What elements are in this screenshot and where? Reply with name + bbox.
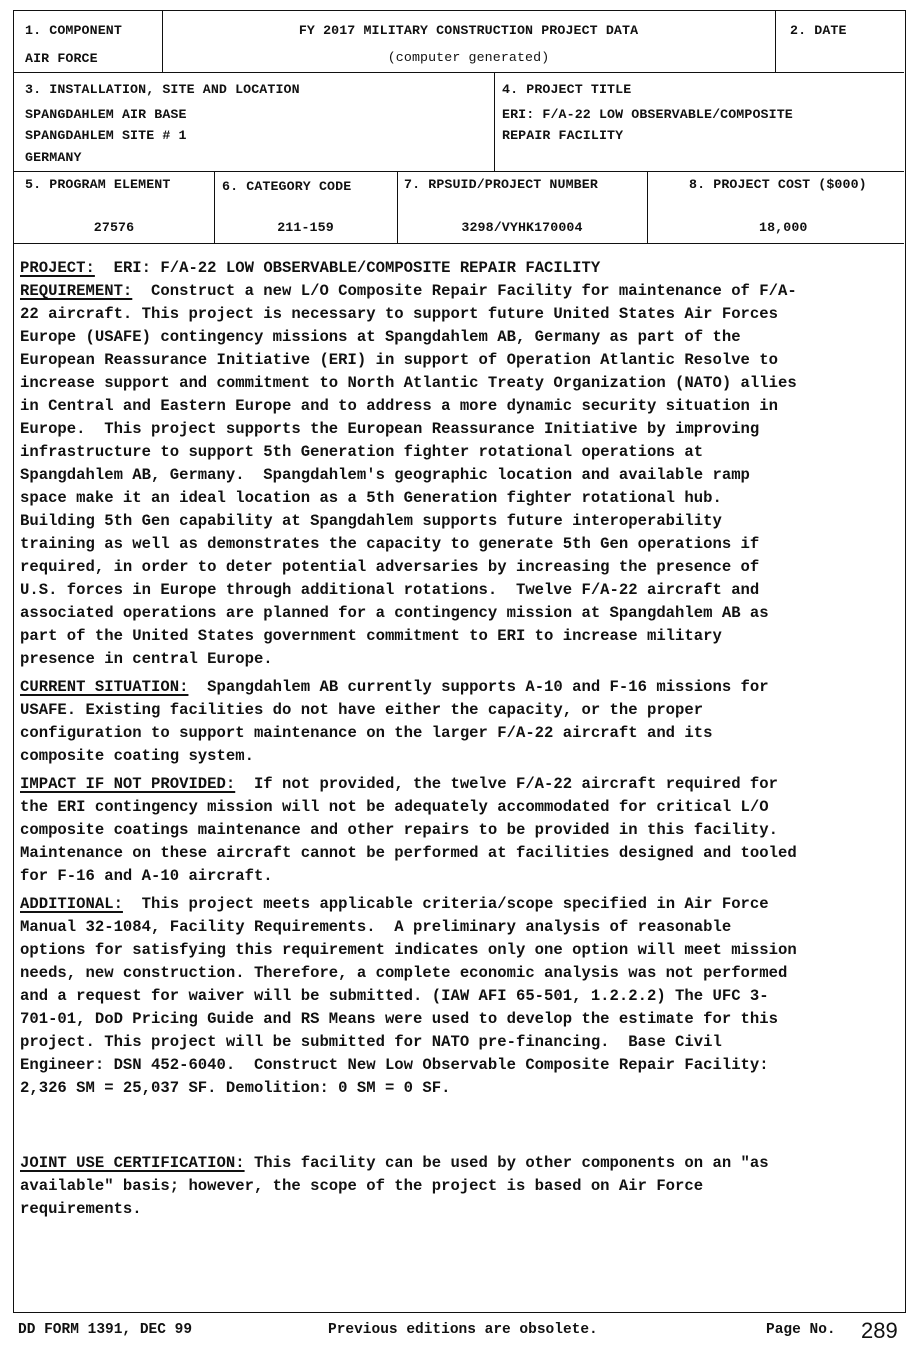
text-line	[20, 893, 900, 916]
section-joint-use-certification	[20, 1152, 900, 1221]
text-line	[20, 372, 900, 395]
section-text: Spangdahlem AB, Germany. Spangdahlem's geographic location and available ramp	[20, 466, 750, 484]
section-text: Europe (USAFE) contingency missions at Spangdahlem AB, Germany as part of the	[20, 328, 741, 346]
section-project	[20, 257, 900, 280]
location-line: GERMANY	[25, 150, 82, 165]
row-divider	[14, 72, 904, 73]
project-number-label: 7. RPSUID/PROJECT NUMBER	[404, 177, 598, 192]
text-line	[20, 676, 900, 699]
section-text: options for satisfying this requirement indicates only one option will meet mission	[20, 941, 797, 959]
section-text: the ERI contingency mission will not be adequately accommodated for critical L/O	[20, 798, 769, 816]
text-line	[20, 418, 900, 441]
text-line	[20, 510, 900, 533]
text-line	[20, 842, 900, 865]
section-text: 22 aircraft. This project is necessary to support future United States Air Forces	[20, 305, 778, 323]
section-heading: JOINT USE CERTIFICATION:	[20, 1154, 245, 1172]
section-heading: CURRENT SITUATION:	[20, 678, 189, 696]
text-line	[20, 533, 900, 556]
text-line	[20, 464, 900, 487]
text-line	[20, 280, 900, 303]
text-line	[20, 1077, 900, 1100]
section-text: USAFE. Existing facilities do not have either the capacity, or the proper	[20, 701, 704, 719]
section-heading: REQUIREMENT:	[20, 282, 133, 300]
page-number: 289	[861, 1318, 898, 1343]
column-divider	[647, 171, 648, 243]
section-impact-if-not-provided	[20, 773, 900, 888]
text-line	[20, 349, 900, 372]
section-text: training as well as demonstrates the capacity to generate 5th Gen operations if	[20, 535, 760, 553]
section-text: This project meets applicable criteria/scope specified in Air Force	[122, 895, 769, 913]
section-text: This facility can be used by other components on an "as	[244, 1154, 769, 1172]
section-text: for F-16 and A-10 aircraft.	[20, 867, 273, 885]
section-text: U.S. forces in Europe through additional rotations. Twelve F/A-22 aircraft and	[20, 581, 760, 599]
project-number-value: 3298/VYHK170004	[461, 220, 583, 235]
date-label: 2. DATE	[790, 23, 847, 38]
text-line	[20, 625, 900, 648]
text-line	[20, 916, 900, 939]
section-heading: ADDITIONAL:	[20, 895, 123, 913]
section-text: ERI: F/A-22 LOW OBSERVABLE/COMPOSITE REPAIR FACILITY	[94, 259, 601, 277]
category-code-value: 211-159	[277, 220, 334, 235]
section-current-situation	[20, 676, 900, 768]
section-text: European Reassurance Initiative (ERI) in support of Operation Atlantic Resolve to	[20, 351, 778, 369]
text-line	[20, 796, 900, 819]
text-line	[20, 487, 900, 510]
text-line	[20, 1198, 900, 1221]
page-label: Page No.	[766, 1322, 836, 1338]
section-heading: PROJECT:	[20, 259, 95, 277]
section-text: Manual 32-1084, Facility Requirements. A preliminary analysis of reasonable	[20, 918, 732, 936]
project-narrative	[20, 257, 900, 1221]
text-line	[20, 865, 900, 888]
text-line	[20, 257, 900, 280]
text-line	[20, 745, 900, 768]
row-divider	[14, 243, 904, 244]
section-text: presence in central Europe.	[20, 650, 273, 668]
text-line	[20, 962, 900, 985]
text-line	[20, 1152, 900, 1175]
text-line	[20, 395, 900, 418]
section-text: configuration to support maintenance on the larger F/A-22 aircraft and its	[20, 724, 713, 742]
text-line	[20, 579, 900, 602]
text-line	[20, 1031, 900, 1054]
section-text: in Central and Eastern Europe and to address a more dynamic security situation in	[20, 397, 778, 415]
project-title-line: ERI: F/A-22 LOW OBSERVABLE/COMPOSITE	[502, 107, 793, 122]
dd-form-1391	[13, 10, 906, 1313]
section-text: infrastructure to support 5th Generation fighter rotational operations at	[20, 443, 704, 461]
column-divider	[775, 11, 776, 72]
text-line	[20, 1054, 900, 1077]
project-title-line: REPAIR FACILITY	[502, 128, 624, 143]
column-divider	[494, 72, 495, 171]
project-cost-label: 8. PROJECT COST ($000)	[689, 177, 867, 192]
section-text: associated operations are planned for a contingency mission at Spangdahlem AB as	[20, 604, 769, 622]
text-line	[20, 556, 900, 579]
obsolete-notice: Previous editions are obsolete.	[328, 1322, 598, 1338]
form-subtitle: (computer generated)	[387, 50, 550, 65]
text-line	[20, 303, 900, 326]
section-text: Construct a new L/O Composite Repair Facility for maintenance of F/A-	[132, 282, 797, 300]
section-text: Building 5th Gen capability at Spangdahlem supports future interoperability	[20, 512, 722, 530]
section-text: available" basis; however, the scope of the project is based on Air Force	[20, 1177, 704, 1195]
section-text: part of the United States government commitment to ERI to increase military	[20, 627, 722, 645]
location-line: SPANGDAHLEM AIR BASE	[25, 107, 187, 122]
section-heading: IMPACT IF NOT PROVIDED:	[20, 775, 236, 793]
program-element-value: 27576	[93, 220, 135, 235]
project-cost-value: 18,000	[759, 220, 808, 235]
section-text: Spangdahlem AB currently supports A-10 and F-16 missions for	[188, 678, 769, 696]
text-line	[20, 939, 900, 962]
text-line	[20, 1008, 900, 1031]
section-text: required, in order to deter potential adversaries by increasing the presence of	[20, 558, 760, 576]
text-line	[20, 648, 900, 671]
project-title-label: 4. PROJECT TITLE	[502, 82, 632, 97]
program-element-label: 5. PROGRAM ELEMENT	[25, 177, 171, 192]
section-text: 701-01, DoD Pricing Guide and RS Means were used to develop the estimate for this	[20, 1010, 778, 1028]
section-additional	[20, 893, 900, 1100]
text-line	[20, 773, 900, 796]
form-title: FY 2017 MILITARY CONSTRUCTION PROJECT DATA	[298, 23, 639, 38]
text-line	[20, 326, 900, 349]
section-text: needs, new construction. Therefore, a complete economic analysis was not performed	[20, 964, 788, 982]
section-text: project. This project will be submitted for NATO pre-financing. Base Civil	[20, 1033, 722, 1051]
row-divider	[14, 171, 904, 172]
component-label: 1. COMPONENT	[25, 23, 122, 38]
component-value: AIR FORCE	[25, 51, 98, 66]
section-text: Europe. This project supports the European Reassurance Initiative by improving	[20, 420, 760, 438]
text-line	[20, 722, 900, 745]
text-line	[20, 602, 900, 625]
section-text: composite coatings maintenance and other repairs to be provided in this facility.	[20, 821, 778, 839]
section-text: composite coating system.	[20, 747, 254, 765]
form-id: DD FORM 1391, DEC 99	[18, 1322, 193, 1338]
category-code-label: 6. CATEGORY CODE	[222, 179, 352, 194]
location-line: SPANGDAHLEM SITE # 1	[25, 128, 187, 143]
section-text: requirements.	[20, 1200, 142, 1218]
section-text: space make it an ideal location as a 5th Generation fighter rotational hub.	[20, 489, 722, 507]
section-text: 2,326 SM = 25,037 SF. Demolition: 0 SM = 0 SF.	[20, 1079, 451, 1097]
section-requirement	[20, 280, 900, 671]
location-label: 3. INSTALLATION, SITE AND LOCATION	[25, 82, 300, 97]
text-line	[20, 1175, 900, 1198]
section-text: increase support and commitment to North Atlantic Treaty Organization (NATO) allies	[20, 374, 797, 392]
text-line	[20, 819, 900, 842]
section-text: and a request for waiver will be submitted. (IAW AFI 65-501, 1.2.2.2) The UFC 3-	[20, 987, 769, 1005]
section-text: If not provided, the twelve F/A-22 aircraft required for	[235, 775, 778, 793]
text-line	[20, 441, 900, 464]
section-text: Maintenance on these aircraft cannot be performed at facilities designed and tooled	[20, 844, 797, 862]
text-line	[20, 985, 900, 1008]
section-text: Engineer: DSN 452-6040. Construct New Low Observable Composite Repair Facility:	[20, 1056, 769, 1074]
text-line	[20, 699, 900, 722]
